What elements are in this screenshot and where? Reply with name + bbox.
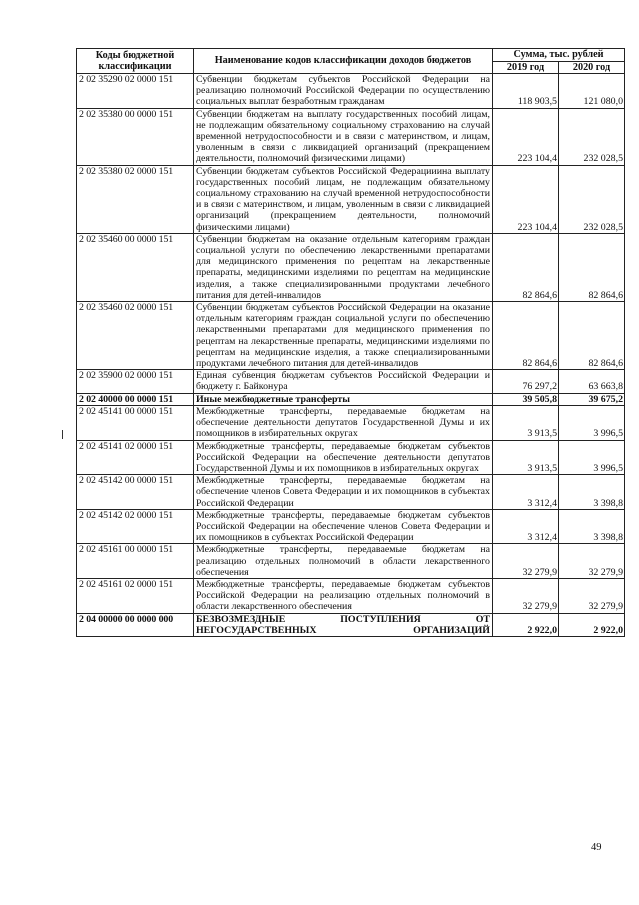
row-value-2020: 3 996,5 xyxy=(559,440,625,475)
row-value-2020: 82 864,6 xyxy=(559,233,625,301)
row-name: Субвенции бюджетам субъектов Российской Федерации на реализацию полномочий Российской Федерации по осуществлению социальных выплат безработным гражданам xyxy=(194,74,493,109)
table-row xyxy=(77,370,625,393)
table-row xyxy=(77,405,625,440)
header-year-2020: 2020 год xyxy=(559,61,625,74)
table-row xyxy=(77,393,625,405)
row-code: 2 02 35380 00 0000 151 xyxy=(77,108,194,165)
row-name: БЕЗВОЗМЕЗДНЫЕ ПОСТУПЛЕНИЯ ОТ НЕГОСУДАРСТВЕННЫХ ОРГАНИЗАЦИЙ xyxy=(194,613,493,636)
row-code: 2 02 40000 00 0000 151 xyxy=(77,393,194,405)
row-name: Субвенции бюджетам на оказание отдельным категориям граждан социальной услуги по обеспечению лекарственными препаратами для медицинского применения по рецептам на лекарственные препараты, медицинскими изделиями по рецептам на медицинские изделия, а также специализированными продуктами лечебного питания для детей-инвалидов xyxy=(194,233,493,301)
row-value-2019: 82 864,6 xyxy=(493,302,559,370)
row-code: 2 02 45161 02 0000 151 xyxy=(77,578,194,613)
row-name: Межбюджетные трансферты, передаваемые бюджетам субъектов Российской Федерации на обеспечение членов Совета Федерации и их помощников в субъектах Российской Федерации xyxy=(194,509,493,544)
row-value-2019: 32 279,9 xyxy=(493,578,559,613)
row-value-2019: 3 312,4 xyxy=(493,475,559,510)
row-name: Межбюджетные трансферты, передаваемые бюджетам субъектов Российской Федерации на обеспечение деятельности депутатов Государственной Думы и их помощников в избирательных округах xyxy=(194,440,493,475)
row-code: 2 02 45141 00 0000 151 xyxy=(77,405,194,440)
header-year-2019: 2019 год xyxy=(493,61,559,74)
row-value-2020: 232 028,5 xyxy=(559,165,625,233)
row-value-2019: 2 922,0 xyxy=(493,613,559,636)
row-name: Субвенции бюджетам субъектов Российской Федерации на оказание отдельным категориям граждан социальной услуги по обеспечению лекарственными препаратами для медицинского применения по рецептам на лекарственные препараты, медицинскими изделиями по рецептам на медицинские изделия, а также специализированными продуктами лечебного питания для детей-инвалидов xyxy=(194,302,493,370)
budget-revenue-table xyxy=(76,48,625,637)
table-row xyxy=(77,165,625,233)
row-code: 2 02 35290 02 0000 151 xyxy=(77,74,194,109)
row-name: Межбюджетные трансферты, передаваемые бюджетам на обеспечение деятельности депутатов Государственной Думы и их помощников в избирательных округах xyxy=(194,405,493,440)
page-number: 49 xyxy=(591,842,602,853)
row-name: Субвенции бюджетам на выплату государственных пособий лицам, не подлежащим обязательному социальному страхованию на случай временной нетрудоспособности и в связи с материнством, и лицам, уволенным в связи с ликвидацией организаций (прекращением деятельности, полномочий физическими лицами) xyxy=(194,108,493,165)
table-row xyxy=(77,108,625,165)
table-body xyxy=(77,74,625,637)
row-value-2020: 63 663,8 xyxy=(559,370,625,393)
row-name: Субвенции бюджетам субъектов Российской Федерацииина выплату государственных пособий лицам, не подлежащим обязательному социальному страхованию на случай временной нетрудоспособности и в связи с материнством, и лицам, уволенным в связи с ликвидацией организаций (прекращением деятельности, полномочий физическими лицами) xyxy=(194,165,493,233)
row-code: 2 02 35460 00 0000 151 xyxy=(77,233,194,301)
row-code: 2 02 35460 02 0000 151 xyxy=(77,302,194,370)
row-code: 2 02 45142 02 0000 151 xyxy=(77,509,194,544)
row-value-2020: 232 028,5 xyxy=(559,108,625,165)
row-value-2020: 32 279,9 xyxy=(559,578,625,613)
row-value-2020: 39 675,2 xyxy=(559,393,625,405)
row-value-2019: 39 505,8 xyxy=(493,393,559,405)
row-name: Иные межбюджетные трансферты xyxy=(194,393,493,405)
margin-mark xyxy=(62,430,63,439)
table-row xyxy=(77,544,625,579)
header-code-column: Коды бюджетной классификации xyxy=(77,49,194,74)
table-row xyxy=(77,578,625,613)
header-sum-column: Сумма, тыс. рублей xyxy=(493,49,625,62)
table-header-row xyxy=(77,49,625,62)
row-code: 2 02 35380 02 0000 151 xyxy=(77,165,194,233)
row-name: Единая субвенция бюджетам субъектов Российской Федерации и бюджету г. Байконура xyxy=(194,370,493,393)
table-row xyxy=(77,302,625,370)
header-name-column: Наименование кодов классификации доходов бюджетов xyxy=(194,49,493,74)
row-value-2019: 76 297,2 xyxy=(493,370,559,393)
table-row xyxy=(77,233,625,301)
row-code: 2 02 45141 02 0000 151 xyxy=(77,440,194,475)
row-value-2020: 3 398,8 xyxy=(559,509,625,544)
table-row xyxy=(77,440,625,475)
row-value-2019: 118 903,5 xyxy=(493,74,559,109)
row-value-2019: 3 312,4 xyxy=(493,509,559,544)
row-name: Межбюджетные трансферты, передаваемые бюджетам субъектов Российской Федерации на реализацию отдельных полномочий в области лекарственного обеспечения xyxy=(194,578,493,613)
row-value-2020: 2 922,0 xyxy=(559,613,625,636)
row-value-2019: 32 279,9 xyxy=(493,544,559,579)
row-name: Межбюджетные трансферты, передаваемые бюджетам на обеспечение членов Совета Федерации и их помощников в субъектах Российской Федерации xyxy=(194,475,493,510)
table-row xyxy=(77,74,625,109)
row-code: 2 04 00000 00 0000 000 xyxy=(77,613,194,636)
row-value-2019: 3 913,5 xyxy=(493,440,559,475)
budget-table-container xyxy=(76,48,624,637)
row-value-2020: 121 080,0 xyxy=(559,74,625,109)
table-row xyxy=(77,475,625,510)
row-value-2019: 223 104,4 xyxy=(493,165,559,233)
row-value-2019: 3 913,5 xyxy=(493,405,559,440)
row-code: 2 02 45142 00 0000 151 xyxy=(77,475,194,510)
row-code: 2 02 35900 02 0000 151 xyxy=(77,370,194,393)
table-row xyxy=(77,613,625,636)
row-value-2020: 3 398,8 xyxy=(559,475,625,510)
row-value-2020: 32 279,9 xyxy=(559,544,625,579)
row-value-2019: 82 864,6 xyxy=(493,233,559,301)
row-code: 2 02 45161 00 0000 151 xyxy=(77,544,194,579)
table-row xyxy=(77,509,625,544)
row-name: Межбюджетные трансферты, передаваемые бюджетам на реализацию отдельных полномочий в области лекарственного обеспечения xyxy=(194,544,493,579)
row-value-2020: 3 996,5 xyxy=(559,405,625,440)
row-value-2020: 82 864,6 xyxy=(559,302,625,370)
row-value-2019: 223 104,4 xyxy=(493,108,559,165)
